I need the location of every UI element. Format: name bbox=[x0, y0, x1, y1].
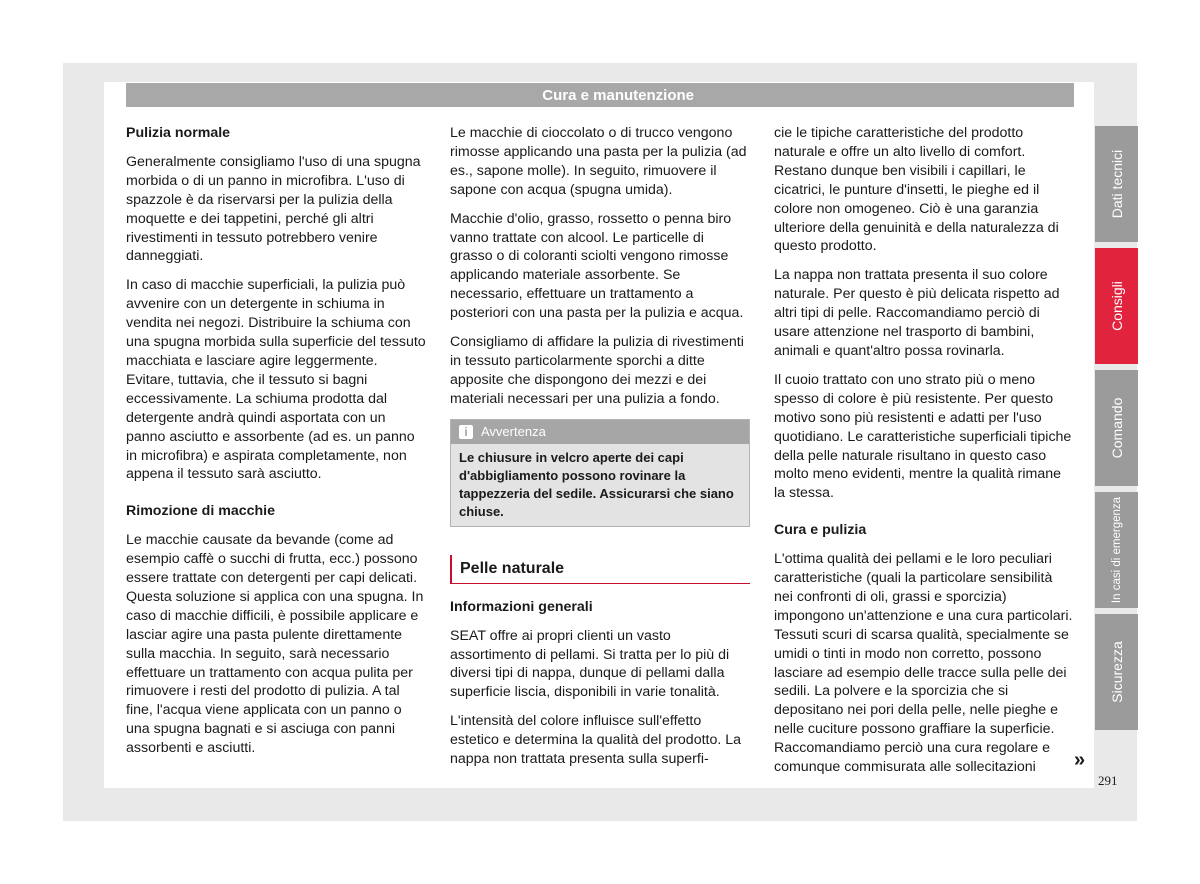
column-3 bbox=[774, 124, 1074, 787]
paragraph: Generalmente consigliamo l'uso di una spugna morbida o di un panno in microfibra. L'uso di spazzole è da riservarsi per la pulizia della moquette e dei tappetini, perché gli altri rivestimenti in tessuto potrebbero venire danneggiati. bbox=[126, 153, 421, 265]
tab-comando[interactable] bbox=[1095, 370, 1138, 486]
tab-in-casi-di-emergenza[interactable] bbox=[1095, 492, 1138, 608]
tab-label: Consigli bbox=[1108, 281, 1125, 331]
page-number: 291 bbox=[1098, 773, 1118, 788]
paragraph: cie le tipiche caratteristiche del prodotto naturale e offre un alto livello di comfort. Restano dunque ben visibili i capillari, le cicatrici, le punture d'insetti, le pieghe ed il colore non omogeneo. Ciò è una garanzia ulteriore della genuinità e della naturalezza di questo prodotto. bbox=[774, 125, 1059, 255]
paragraph: Le macchie causate da bevande (come ad esempio caffè o succhi di frutta, ecc.) possono essere trattate con detergenti per capi delicati. Questa soluzione si applica con una spugna. In caso di macchie difficili, è possibile applicare e lasciar agire una pasta pulente direttamente sulla macchia. In seguito, sarà necessario effettuare un trattamento con acqua pulita per rimuovere i resti del prodotto di pulizia. A tal fine, l'acqua viene applicata con un panno o una spugna bagnati e si asciuga con panni assorbenti e asciutti. bbox=[126, 532, 424, 757]
subheading-rimozione-macchie: Rimozione di macchie bbox=[126, 503, 276, 520]
warning-title: Avvertenza bbox=[481, 423, 546, 439]
warning-header bbox=[451, 420, 749, 444]
column-2 bbox=[450, 124, 750, 779]
info-icon: i bbox=[459, 425, 473, 439]
paragraph: Le macchie di cioccolato o di trucco vengono rimosse applicando una pasta per la pulizia (ad es., sapone molle). In seguito, rimuovere il sapone con acqua (spugna umida). bbox=[450, 125, 747, 198]
tab-sicurezza[interactable] bbox=[1095, 614, 1138, 730]
paragraph: In caso di macchie superficiali, la pulizia può avvenire con un detergente in schiuma in vendita nei negozi. Distribuire la schiuma con una spugna morbida sulla superficie del tessuto macchiata e lasciare agire leggermente. Evitare, tuttavia, che il tessuto si bagni eccessivamente. La schiuma prodotta dal detergente andrà quindi asportata con un panno asciutto e assorbente (ad es. un panno in microfibra) e aspirata completamente, non appena il tessuto sarà asciutto. bbox=[126, 277, 426, 483]
section-title-pelle-naturale: Pelle naturale bbox=[450, 555, 750, 584]
tab-dati-tecnici[interactable] bbox=[1095, 126, 1138, 242]
continue-arrow-icon: » bbox=[1074, 749, 1086, 771]
tab-label: Comando bbox=[1108, 397, 1125, 459]
tab-label: In casi di emergenza bbox=[1110, 496, 1123, 604]
chapter-header: Cura e manutenzione bbox=[126, 83, 1074, 107]
paragraph: Consigliamo di affidare la pulizia di rivestimenti in tessuto particolarmente sporchi a ditte apposite che dispongono dei mezzi e dei materiali necessari per una pulizia a fondo. bbox=[450, 334, 744, 407]
paragraph: La nappa non trattata presenta il suo colore naturale. Per questo è più delicata rispetto ad altri tipi di pelle. Raccomandiamo perciò di usare attenzione nel trasporto di bambini, animali e quant'altro possa rovinarla. bbox=[774, 267, 1060, 359]
tab-label: Dati tecnici bbox=[1108, 149, 1125, 219]
subheading-informazioni-generali: Informazioni generali bbox=[450, 598, 593, 615]
subheading-pulizia-normale: Pulizia normale bbox=[126, 125, 231, 141]
paragraph: L'ottima qualità dei pellami e le loro peculiari caratteristiche (quali la particolare sensibilità nei confronti di oli, grassi e sporcizia) impongono un'attenzione e una cura particolari. Tessuti scuri di scarsa qualità, specialmente se umidi o tinti in modo non corretto, possono lasciare ad esempio delle tracce sulla pelle dei sedili. La polvere e la sporcizia che si depositano nei pori della pelle, nelle pieghe e nelle cuciture possono graffiare la superficie. Raccomandiamo perciò una cura regolare e comunque commisurata alle sollecitazioni bbox=[774, 551, 1073, 776]
paragraph: L'intensità del colore influisce sull'effetto estetico e determina la qualità del prodotto. La nappa non trattata presenta sulla superfi- bbox=[450, 713, 742, 768]
paragraph: SEAT offre ai propri clienti un vasto assortimento di pellami. Si tratta per lo più di diversi tipi di nappa, dunque di pellami dalla superficie liscia, disponibili in varie tonalità. bbox=[450, 627, 730, 701]
paragraph: Macchie d'olio, grasso, rossetto o penna biro vanno trattate con alcool. Le particelle di grasso o di coloranti sciolti vengono rimosse applicando materiale assorbente. Se necessario, effettuare un trattamento a posteriori con una pasta per la pulizia e acqua. bbox=[450, 210, 744, 322]
warning-text: Le chiusure in velcro aperte dei capi d'abbigliamento possono rovinare la tappezzeria del sedile. Assicurarsi che siano chiuse. bbox=[451, 444, 749, 526]
column-1 bbox=[126, 124, 426, 768]
tab-label: Sicurezza bbox=[1108, 641, 1125, 703]
subheading-cura-pulizia: Cura e pulizia bbox=[774, 522, 867, 539]
tab-consigli[interactable] bbox=[1095, 248, 1138, 364]
paragraph: Il cuoio trattato con uno strato più o meno spesso di colore è più resistente. Per questo motivo sono più resistenti e adatti per l'uso quotidiano. Le caratteristiche superficiali tipiche della pelle naturale risultano in questo caso molto meno evidenti, mentre la qualità rimane la stessa. bbox=[774, 371, 1072, 502]
warning-box bbox=[450, 419, 750, 527]
